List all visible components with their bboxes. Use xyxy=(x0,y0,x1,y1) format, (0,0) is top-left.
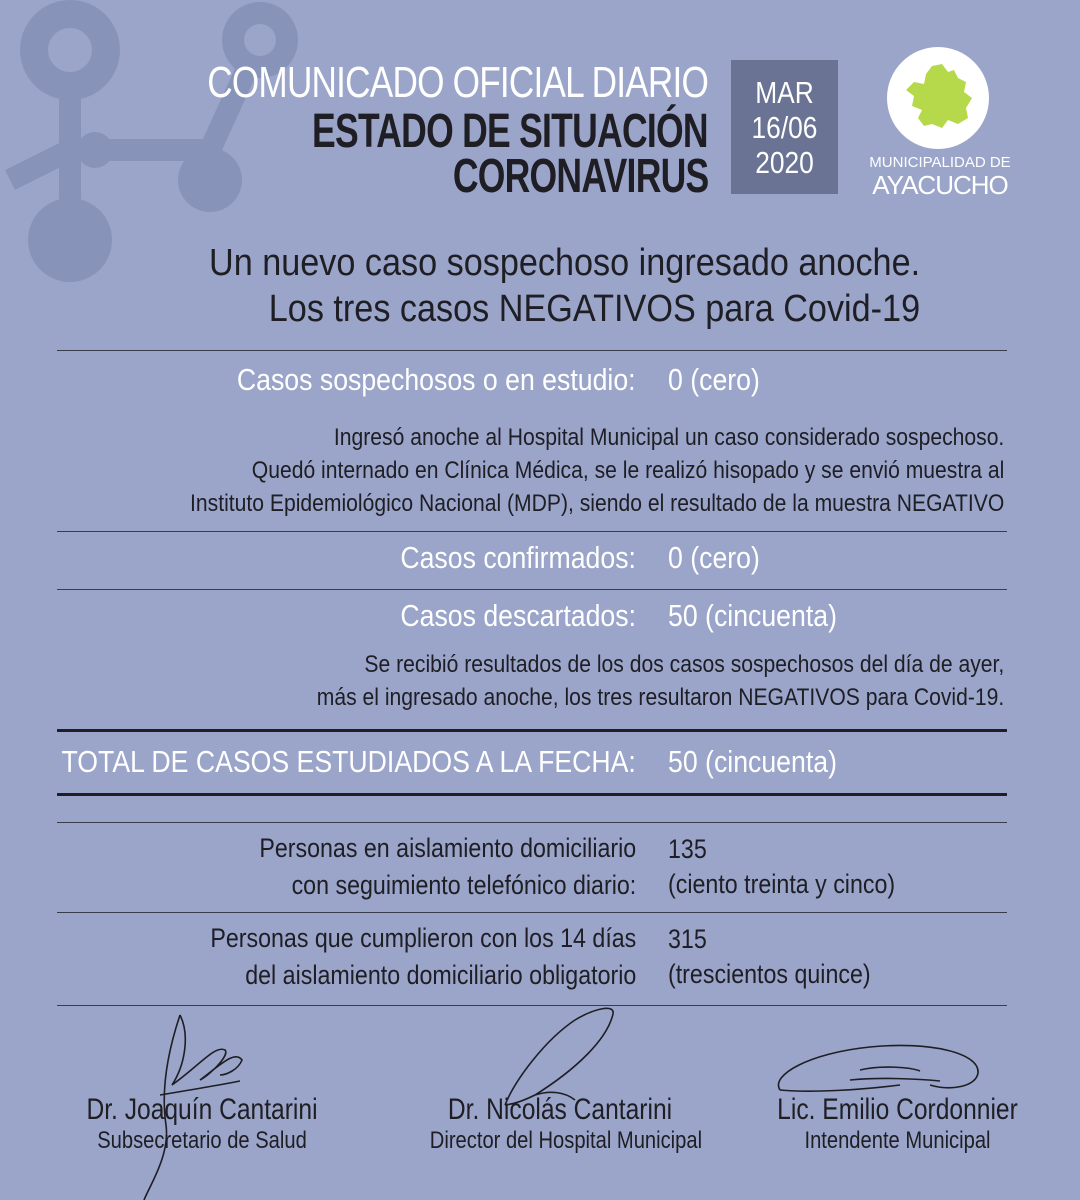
divider xyxy=(57,589,1007,590)
detail-line: Ingresó anoche al Hospital Municipal un caso considerado sospechoso. xyxy=(333,424,1004,451)
signature-block-3 xyxy=(745,1093,1050,1155)
headline xyxy=(209,240,920,332)
divider xyxy=(57,822,1007,823)
confirmed-cases-label: Casos confirmados: xyxy=(400,540,636,575)
signature-name: Dr. Nicolás Cantarini xyxy=(447,1093,673,1126)
header-title-line1: COMUNICADO OFICIAL DIARIO xyxy=(207,58,708,107)
header-title-line2: ESTADO DE SITUACIÓN xyxy=(312,105,708,158)
completed-isolation-label xyxy=(210,920,636,994)
home-isolation-label-line2: con seguimiento telefónico diario: xyxy=(291,870,636,900)
divider xyxy=(57,912,1007,913)
completed-isolation-value-number: 315 xyxy=(668,924,707,954)
ayacucho-map-logo-icon xyxy=(902,62,974,134)
discarded-cases-detail xyxy=(316,648,1004,714)
signature-scribble-3 xyxy=(770,1035,990,1100)
home-isolation-label xyxy=(259,830,636,904)
detail-line: Se recibió resultados de los dos casos sospechosos del día de ayer, xyxy=(364,651,1004,678)
suspected-cases-detail xyxy=(190,421,1004,520)
date-weekday: MAR xyxy=(755,74,814,110)
signature-block-1 xyxy=(52,1093,352,1155)
home-isolation-label-line1: Personas en aislamiento domiciliario xyxy=(259,833,636,863)
completed-isolation-label-line2: del aislamiento domiciliario obligatorio xyxy=(244,960,636,990)
completed-isolation-label-line1: Personas que cumplieron con los 14 días xyxy=(210,923,636,953)
signature-block-2 xyxy=(405,1093,715,1155)
logo-text-line2: AYACUCHO xyxy=(872,170,1008,200)
headline-line1: Un nuevo caso sospechoso ingresado anoche. xyxy=(208,242,920,284)
home-isolation-value-words: (ciento treinta y cinco) xyxy=(668,869,896,899)
confirmed-cases-value: 0 (cero) xyxy=(668,540,760,575)
divider-thick xyxy=(57,793,1007,796)
date-box xyxy=(731,60,838,194)
detail-line: más el ingresado anoche, los tres resultaron NEGATIVOS para Covid-19. xyxy=(316,684,1004,711)
total-cases-label: TOTAL DE CASOS ESTUDIADOS A LA FECHA: xyxy=(61,744,636,779)
home-isolation-value xyxy=(668,832,895,902)
detail-line: Instituto Epidemiológico Nacional (MDP), siendo el resultado de la muestra NEGATIVO xyxy=(189,490,1004,517)
total-cases-value: 50 (cincuenta) xyxy=(668,744,837,779)
signature-name: Dr. Joaquín Cantarini xyxy=(86,1093,318,1126)
date-year: 2020 xyxy=(755,144,814,180)
signature-name: Lic. Emilio Cordonnier xyxy=(777,1093,1018,1126)
signature-role: Director del Hospital Municipal xyxy=(429,1127,703,1154)
detail-line: Quedó internado en Clínica Médica, se le realizó hisopado y se envió muestra al xyxy=(251,457,1005,484)
completed-isolation-value xyxy=(668,922,871,992)
suspected-cases-label: Casos sospechosos o en estudio: xyxy=(237,362,636,397)
signature-role: Intendente Municipal xyxy=(804,1127,991,1154)
discarded-cases-label: Casos descartados: xyxy=(400,598,636,633)
divider xyxy=(57,350,1007,351)
divider-thick xyxy=(57,729,1007,732)
divider xyxy=(57,531,1007,532)
logo-text-line1: MUNICIPALIDAD DE xyxy=(869,154,1011,171)
home-isolation-value-number: 135 xyxy=(668,834,707,864)
headline-line2: Los tres casos NEGATIVOS para Covid-19 xyxy=(268,288,920,330)
signature-role: Subsecretario de Salud xyxy=(97,1127,307,1154)
discarded-cases-value: 50 (cincuenta) xyxy=(668,598,837,633)
suspected-cases-value: 0 (cero) xyxy=(668,362,760,397)
date-day: 16/06 xyxy=(751,109,818,145)
completed-isolation-value-words: (trescientos quince) xyxy=(668,959,871,989)
header-title-line3: CORONAVIRUS xyxy=(452,150,708,203)
